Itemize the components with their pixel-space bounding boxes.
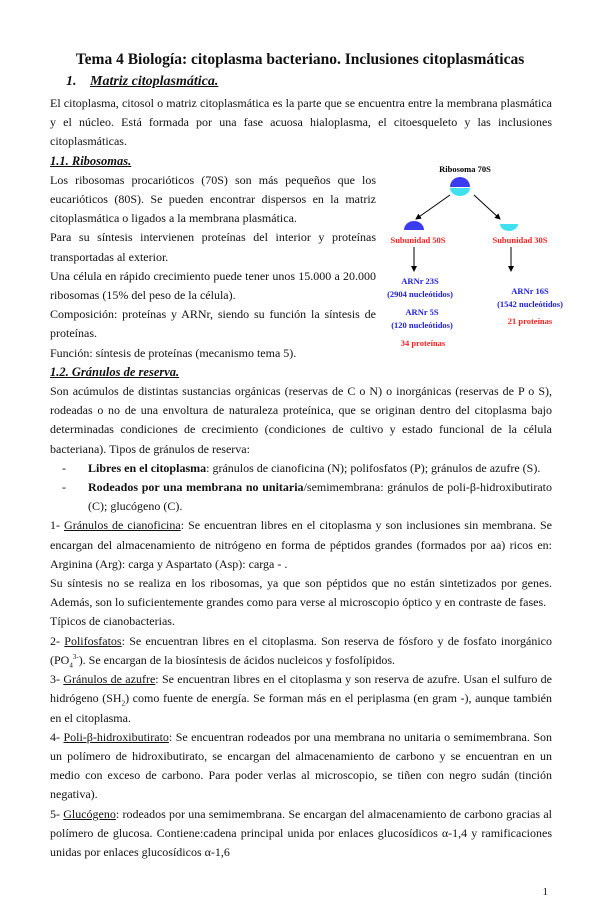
subsection-heading-granulos: 1.2. Gránulos de reserva. [50, 364, 180, 379]
paragraph: Para su síntesis intervienen proteínas del interior y proteínas transportadas al exterior. [50, 230, 376, 264]
bullet-dash: - [62, 460, 66, 475]
item-number: 4- [50, 729, 64, 744]
list-item-text: : gránulos de cianoficina (N); polifosfatos (P); gránulos de azufre (S). [206, 460, 541, 475]
section-title: Matriz citoplasmática. [90, 74, 219, 89]
arrow [416, 195, 450, 219]
item-name: Poli-β-hidroxibutirato [63, 729, 169, 744]
item-number: 5- [50, 806, 64, 821]
label-prot50: 34 proteínas [400, 337, 446, 348]
list-item-term: Rodeados por una membrana no unitaria [88, 480, 304, 495]
item-text: : Se encuentran rodeados por una membrana no unitaria o semimembrana. Son un polímero de hidroxibutirato, se encargan del almacenamiento de carbono y se encuentran en un medio con exceso de carbono. Para poder verlas al microscopio, se tiñen con negro sudán (tinción negativa). [50, 729, 552, 802]
list-item-term: Libres en el citoplasma [88, 460, 207, 475]
paragraph: Su síntesis no se realiza en los ribosomas, ya que son péptidos que no están sintetizados por genes. Además, son lo suficientemente grandes como para verse al microscopio óptico y en contraste de fases. [50, 576, 552, 610]
superscript: 3- [72, 652, 79, 661]
ribosomas-text [50, 171, 376, 363]
label-arnr5: ARNr 5S [405, 306, 439, 317]
item-name: Glucógeno [63, 806, 116, 821]
granule-types-list [50, 459, 552, 517]
item-name: Polifosfatos [64, 633, 122, 648]
document-title: Tema 4 Biología: citoplasma bacteriano. Inclusiones citoplasmáticas [75, 51, 525, 68]
subscript: 2 [121, 699, 126, 708]
granule-azufre [50, 670, 552, 728]
subunit-50s-icon [404, 221, 424, 230]
paragraph: Una célula en rápido crecimiento puede tener unos 15.000 a 20.000 ribosomas (15% del peso de la célula). [50, 268, 376, 303]
ribosome-diagram [370, 157, 600, 353]
label-sub50: Subunidad 50S [390, 234, 446, 245]
list-item [50, 459, 552, 478]
arrow [474, 195, 500, 219]
page-number: 1 [542, 886, 548, 899]
label-arnr23-nt: (2904 nucleótidos) [387, 288, 453, 299]
intro-paragraph: El citoplasma, citosol o matriz citoplasmática es la parte que se encuentra entre la membrana plasmática y el núcleo. Está formada por una fase acuosa hialoplasma, el citoesqueleto y las inclusiones citoplasmáticas. [50, 96, 552, 149]
label-ribosome: Ribosoma 70S [439, 163, 491, 174]
item-number: 3- [50, 672, 64, 687]
subunit-30s-icon [500, 224, 518, 231]
item-text: ) como fuente de energía. Se forman más en el periplasma (en gram -), aunque también en el citoplasma. [50, 691, 552, 725]
item-text: ). Se encargan de la biosíntesis de ácidos nucleicos y fosfolípidos. [78, 652, 396, 667]
bullet-dash: - [62, 480, 66, 495]
granule-cianoficina [50, 516, 552, 574]
item-text: : Se encuentran libres en el citoplasma y son inclusiones sin membrana. Se encargan del almacenamiento de nitrógeno en forma de péptidos grandes (formados por aa) ricos en: Arginina (Arg): carga y Aspartato (Asp): carga - . [50, 518, 552, 571]
ribosomas-section [50, 163, 563, 363]
section-heading-1 [66, 72, 552, 92]
label-arnr23: ARNr 23S [401, 275, 439, 286]
diagram-container [370, 157, 600, 353]
label-prot30: 21 proteínas [507, 315, 553, 326]
granulos-text [50, 382, 552, 862]
item-text: : rodeados por una semimembrana. Se encargan del almacenamiento de carbono gracias al polímero de glucosa. Contiene:cadena principal unida por enlaces glucosídicos α-1,4 y ramificaciones unidas por enlaces glucosídicos α-1,6 [50, 806, 552, 859]
paragraph: Los ribosomas procarióticos (70S) son más pequeños que los eucarióticos (80S). Se pueden encontrar dispersos en la matriz citoplasmática o ligados a la membrana plasmática. [50, 172, 376, 226]
list-item-text: /semimembrana: gránulos de poli-β-hidroxibutirato (C); glucógeno (C). [88, 480, 552, 514]
granule-phb [50, 728, 552, 805]
item-number: 1- [50, 518, 65, 533]
list-item [50, 478, 552, 516]
paragraph: Función: síntesis de proteínas (mecanismo tema 5). [50, 345, 297, 360]
granule-glucogeno [50, 805, 552, 863]
label-arnr16: ARNr 16S [511, 285, 549, 296]
subscript: 4 [69, 661, 73, 670]
granule-polifosfatos [50, 632, 552, 670]
label-arnr16-nt: (1542 nucleótidos) [497, 298, 563, 309]
item-text: : Se encuentran libres en el citoplasma. Son reserva de fósforo y de fosfato inorgánico (PO [50, 633, 552, 667]
paragraph: Son acúmulos de distintas sustancias orgánicas (reservas de C o N) o inorgánicas (reservas de P o S), rodeadas o no de una envoltura de naturaleza proteínica, que se originan dentro del citoplasma bajo determinadas condiciones de crecimiento (condiciones de cultivo y estado funcional de la célula bacteriana). Tipos de gránulos de reserva: [50, 384, 552, 456]
ribosome-70s-icon [450, 177, 470, 196]
section-number: 1. [66, 74, 77, 89]
paragraph: Composición: proteínas y ARNr, siendo su función la síntesis de proteínas. [50, 307, 376, 341]
item-name: Gránulos de azufre [63, 672, 156, 687]
item-name: Gránulos de cianoficina [64, 518, 181, 533]
item-number: 2- [50, 633, 65, 648]
label-arnr5-nt: (120 nucleótidos) [391, 319, 453, 330]
item-text: : Se encuentran libres en el citoplasma y son reserva de azufre. Usan el sulfuro de hidrógeno (SH [50, 672, 553, 706]
label-sub30: Subunidad 30S [492, 234, 548, 245]
paragraph: Típicos de cianobacterias. [50, 614, 175, 629]
subsection-heading-ribosomas: 1.1. Ribosomas. [50, 153, 132, 168]
